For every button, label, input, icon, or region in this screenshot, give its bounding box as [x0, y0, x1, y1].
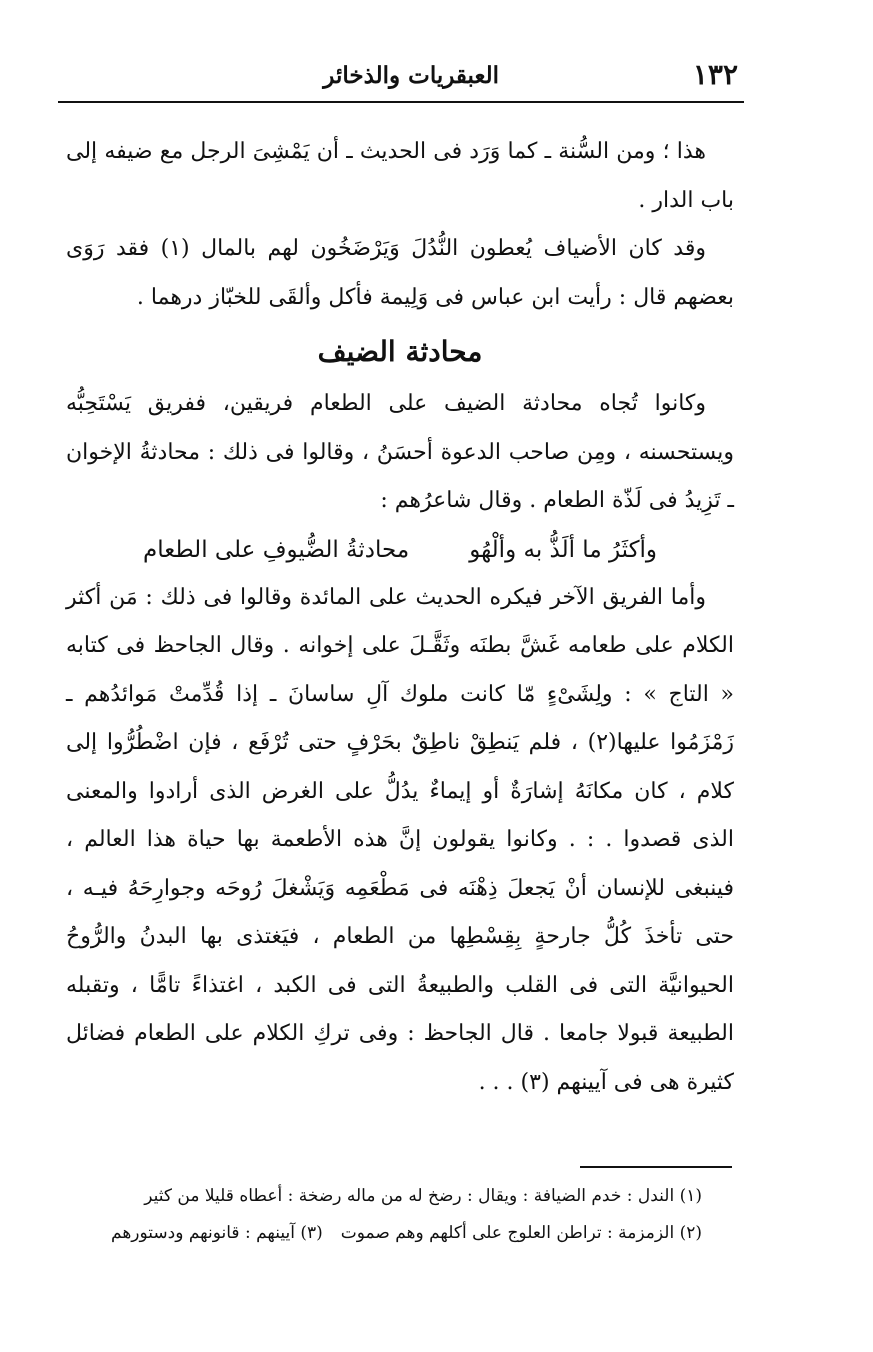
- footnote-rule: [580, 1166, 732, 1168]
- body-text: [66, 128, 734, 1107]
- footnote-2: (٢) الزمزمة : تراطن العلوج على أكلهم وهم صموت: [340, 1223, 702, 1243]
- section-heading: محادثة الضيف: [317, 335, 483, 368]
- footnote-3: (٣) آيينهم : قانونهم ودستورهم: [111, 1223, 323, 1243]
- paragraph-4: وأما الفريق الآخر فيكره الحديث على المائدة وقالوا فى ذلك : مَن أكثر الكلام على طعامه غَشَّ بطنَه وثَقَّـلَ على إخوانه . وقال الجاحظ فى كتابه « التاج » : ولِشَىْءٍ مّا كانت ملوك آلِ ساسانَ ـ إذا قُدِّمتْ مَوائدُهم ـ زَمْزَمُوا عليها(٢) ، فلم يَنطِقْ ناطِقٌ بحَرْفٍ حتى تُرْفَع ، فإن اضْطُرُّوا إلى كلام ، كان مكانَهُ إشارَةٌ أو إيماءٌ يدُلُّ على الغرض الذى أرادوا والمعنى الذى قصدوا . : . وكانوا يقولون إنَّ هذه الأطعمة بها حياة هذا العالم ، فينبغى للإنسان أنْ يَجعلَ ذِهْنَه فى مَطْعَمِه وَيَشْغلَ رُوحَه وجوارِحَهُ فيـه ، حتى تأخذَ كُلُّ جارحةٍ بِقِسْطِها من الطعام ، فيَغتذى بها البدنُ والرُّوحُ الحيوانيَّة التى فى القلب والطبيعةُ التى فى الكبد ، اغتذاءً تامًّا ، وتقبله الطبيعة قبولا جامعا . قال الجاحظ : وفى تركِ الكلام على الطعام فضائل كثيرة هى فى آيينهم (٣) . . .: [66, 584, 734, 1095]
- verse-hemistich-left: محادثةُ الضُّيوفِ على الطعام: [142, 536, 410, 563]
- paragraph-1: هذا ؛ ومن السُّنة ـ كما وَرَد فى الحديث ـ أن يَمْشِىَ الرجل مع ضيفه إلى باب الدار .: [66, 139, 734, 213]
- paragraph-3: وكانوا تُجاه محادثة الضيف على الطعام فريقين، ففريق يَسْتَحِبُّه ويستحسنه ، ومِن صاحب الدعوة أحسَنُ ، وقالوا فى ذلك : محادثةُ الإخوان ـ تَزِيدُ فى لَذّة الطعام . وقال شاعرُهم :: [66, 391, 734, 513]
- running-title: العبقريات والذخائر: [323, 62, 499, 89]
- footnote-1: (١) الندل : خدم الضيافة : ويقال : رضخ له من ماله رضخة : أعطاه قليلا من كثير: [144, 1186, 702, 1206]
- paragraph-2: وقد كان الأضياف يُعطون النُّدُلَ وَيَرْضَخُون لهم بالمال (١) فقد رَوَى بعضهم قال : رأيت ابن عباس فى وَلِيمة فأكل وألقَى للخبّاز درهما .: [66, 236, 734, 310]
- footnote-line-2: [30, 1215, 702, 1252]
- verse-hemistich-right: وأكثَرُ ما ألَذُّ به وألْهُو: [469, 536, 658, 563]
- page-number: ١٣٢: [692, 58, 738, 91]
- header-rule: [58, 101, 744, 103]
- verse: [66, 526, 734, 574]
- footnotes: [30, 1178, 702, 1252]
- page-header: [58, 52, 744, 100]
